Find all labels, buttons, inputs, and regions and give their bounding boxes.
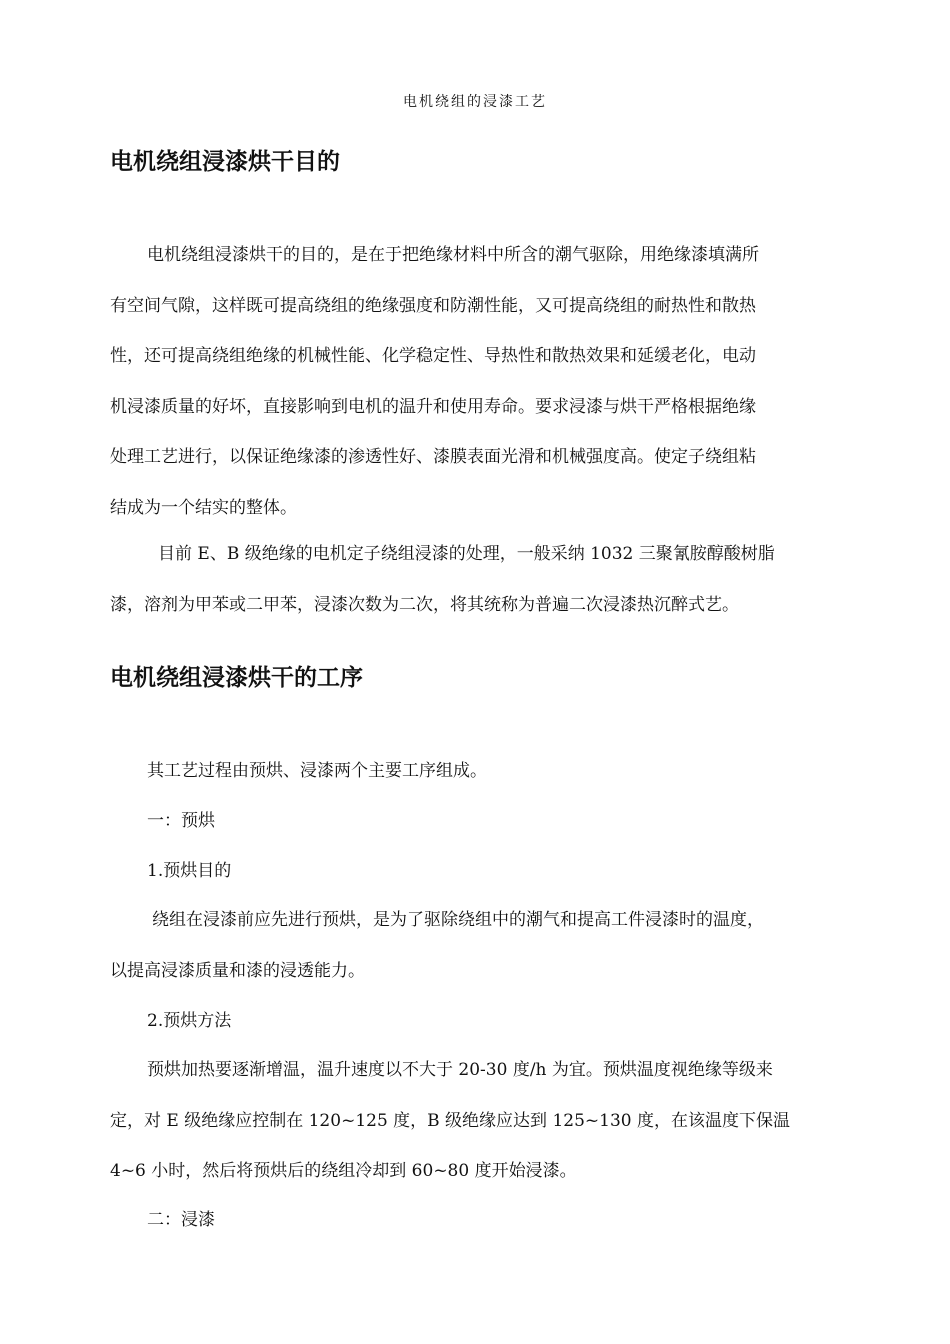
section-heading-process: 电机绕组浸漆烘干的工序	[110, 665, 363, 691]
paragraph-line: 一：预烘	[147, 811, 215, 831]
paragraph-line: 预烘加热要逐渐增温，温升速度以不大于 20-30 度/h 为宜。预烘温度视绝缘等级来	[147, 1060, 773, 1080]
paragraph-preheat-purpose	[110, 895, 840, 996]
paragraph-line: 处理工艺进行，以保证绝缘漆的渗透性好、漆膜表面光滑和机械强度高。使定子绕组粘	[110, 447, 756, 467]
paragraph-line: 绕组在浸漆前应先进行预烘，是为了驱除绕组中的潮气和提高工件浸漆时的温度，	[152, 910, 764, 930]
paragraph-line: 电机绕组浸漆烘干的目的，是在于把绝缘材料中所含的潮气驱除，用绝缘漆填满所	[147, 245, 759, 265]
document-header-title: 电机绕组的浸漆工艺	[403, 94, 547, 110]
paragraph-purpose	[110, 230, 840, 533]
step-title-preheat	[110, 796, 840, 847]
paragraph-process-intro	[110, 746, 840, 797]
paragraph-line: 以提高浸漆质量和漆的浸透能力。	[110, 960, 365, 981]
step-title-dipping	[110, 1195, 840, 1246]
paragraph-line: 目前 E、B 级绝缘的电机定子绕组浸漆的处理，一般采纳 1032 三聚氰胺醇酸树脂	[158, 544, 775, 564]
paragraph-line: 其工艺过程由预烘、浸漆两个主要工序组成。	[147, 761, 487, 781]
section-heading-purpose: 电机绕组浸漆烘干目的	[110, 149, 340, 175]
paragraph-line: 1.预烘目的	[147, 861, 232, 881]
paragraph-line: 有空间气隙，这样既可提高绕组的绝缘强度和防潮性能，又可提高绕组的耐热性和散热	[110, 295, 756, 316]
paragraph-line: 性，还可提高绕组绝缘的机械性能、化学稳定性、导热性和散热效果和延缓老化，电动	[110, 346, 756, 366]
paragraph-line: 结成为一个结实的整体。	[110, 497, 297, 518]
paragraph-preheat-method	[110, 1045, 840, 1197]
paragraph-line: 4~6 小时，然后将预烘后的绕组冷却到 60~80 度开始浸漆。	[110, 1161, 577, 1181]
paragraph-line: 2.预烘方法	[147, 1011, 232, 1031]
paragraph-insulation-class	[110, 529, 840, 630]
paragraph-line: 机浸漆质量的好坏，直接影响到电机的温升和使用寿命。要求浸漆与烘干严格根据绝缘	[110, 396, 756, 417]
paragraph-line: 定，对 E 级绝缘应控制在 120~125 度，B 级绝缘应达到 125~130 度，在该温度下保温	[110, 1110, 791, 1131]
paragraph-line: 漆，溶剂为甲苯或二甲苯，浸漆次数为二次，将其统称为普遍二次浸漆热沉醉式艺。	[110, 594, 739, 615]
paragraph-line: 二：浸漆	[147, 1210, 215, 1230]
substep-title-preheat-method	[110, 996, 840, 1047]
substep-title-preheat-purpose	[110, 846, 840, 897]
